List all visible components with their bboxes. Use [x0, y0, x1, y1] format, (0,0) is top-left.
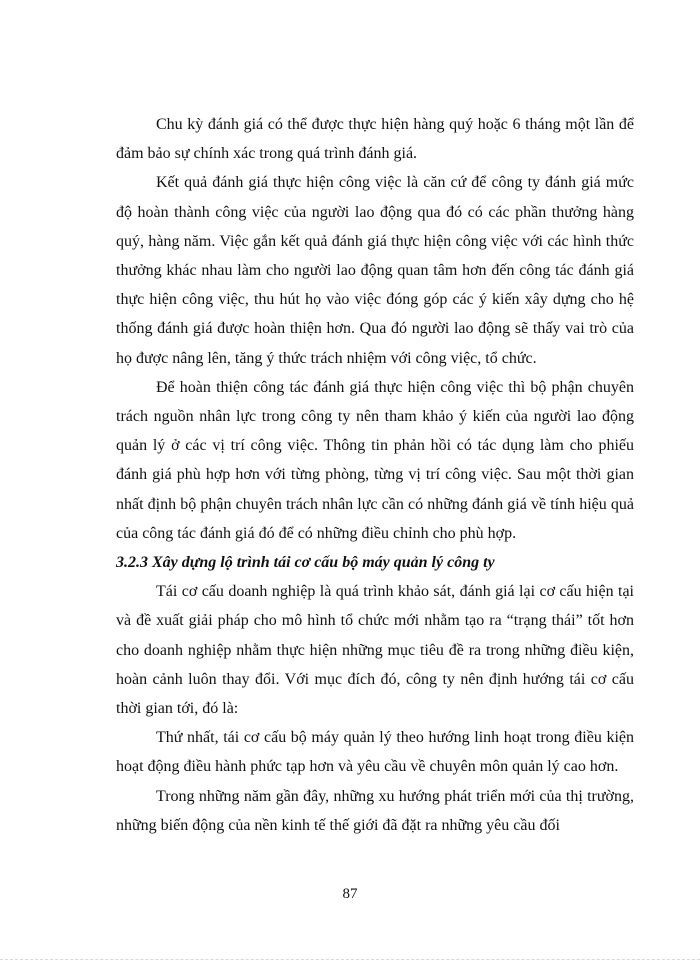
paragraph-review-results: Kết quả đánh giá thực hiện công việc là căn cứ để công ty đánh giá mức độ hoàn thành công việc của người lao động qua đó có các phần thưởng hàng quý, hàng năm. Việc gắn kết quả đánh giá thực hiện công việc với các hình thức thưởng khác nhau làm cho người lao động quan tâm hơn đến công tác đánh giá thực hiện công việc, thu hút họ vào việc đóng góp các ý kiến xây dựng cho hệ thống đánh giá được hoàn thiện hơn. Qua đó người lao động sẽ thấy vai trò của họ được nâng lên, tăng ý thức trách nhiệm với công việc, tổ chức.	[116, 174, 634, 367]
page-number: 87	[342, 886, 358, 902]
paragraph-improve-review: Để hoàn thiện công tác đánh giá thực hiện công việc thì bộ phận chuyên trách nguồn nhân lực trong công ty nên tham khảo ý kiến của người lao động quản lý ở các vị trí công việc. Thông tin phản hồi có tác dụng làm cho phiếu đánh giá phù hợp hơn với từng phòng, từng vị trí công việc. Sau một thời gian nhất định bộ phận chuyên trách nhân lực cần có những đánh giá về tính hiệu quả của công tác đánh giá đó để có những điều chỉnh cho phù hợp.	[116, 378, 634, 542]
paragraph-restructuring-definition: Tái cơ cấu doanh nghiệp là quá trình khảo sát, đánh giá lại cơ cấu hiện tại và đề xuất giải pháp cho mô hình tổ chức mới nhằm tạo ra “trạng thái” tốt hơn cho doanh nghiệp nhằm thực hiện những mục tiêu đề ra trong những điều kiện, hoàn cảnh luôn thay đổi. Với mục đích đó, công ty nên định hướng tái cơ cấu thời gian tới, đó là:	[116, 583, 634, 718]
section-heading: 3.2.3 Xây dựng lộ trình tái cơ cấu bộ máy quản lý công ty	[116, 554, 495, 572]
page-content	[116, 110, 634, 840]
paragraph-market-trends: Trong những năm gần đây, những xu hướng phát triển mới của thị trường, những biến động của nền kinh tế thế giới đã đặt ra những yêu cầu đối	[116, 787, 634, 834]
paragraph-first-point: Thứ nhất, tái cơ cấu bộ máy quản lý theo hướng linh hoạt trong điều kiện hoạt động điều hành phức tạp hơn và yêu cầu về chuyên môn quản lý cao hơn.	[116, 729, 634, 776]
paragraph-review-cycle: Chu kỳ đánh giá có thể được thực hiện hàng quý hoặc 6 tháng một lần để đảm bảo sự chính xác trong quá trình đánh giá.	[116, 116, 634, 163]
